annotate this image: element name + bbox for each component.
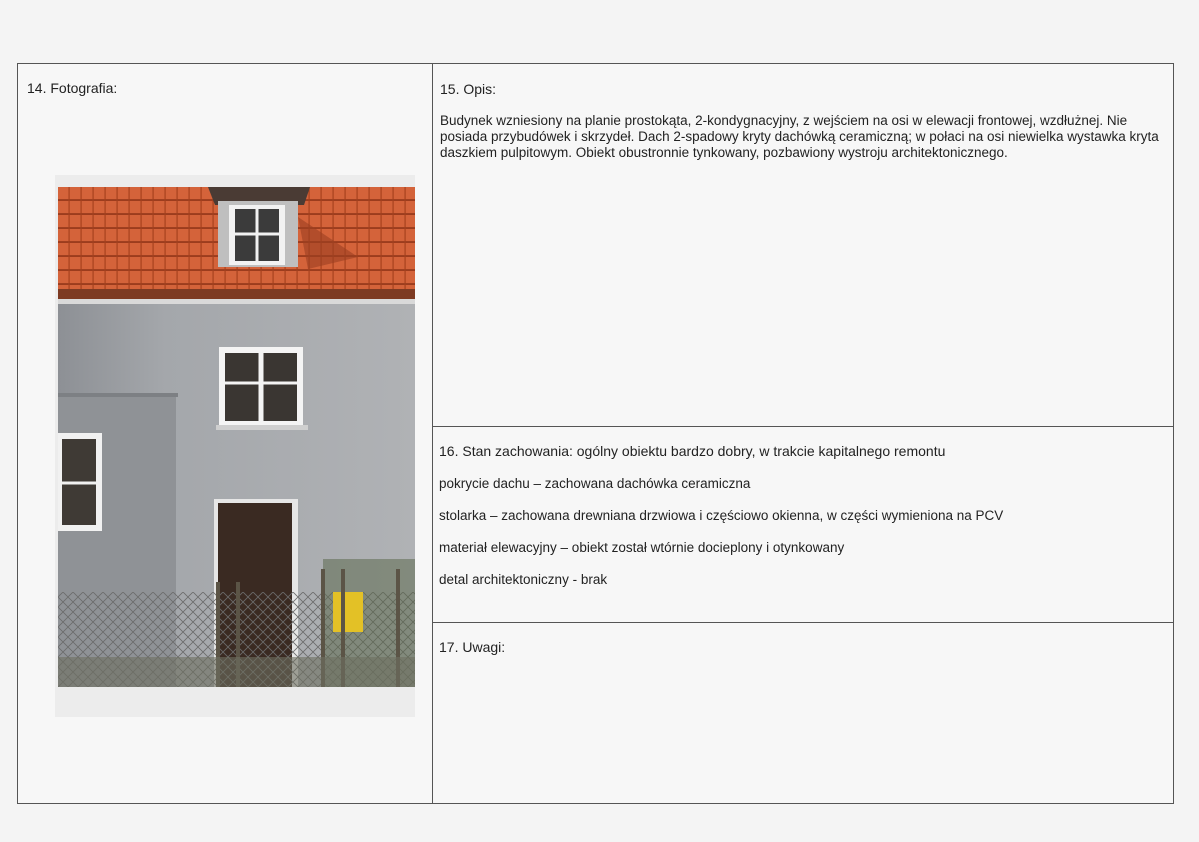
description-text: Budynek wzniesiony na planie prostokąta, 2-kondygnacyjny, z wejściem na osi w elewacji frontowej, wzdłużnej. Nie posiada przybudówek i skrzydeł. Dach 2-spadowy kryty dachówką ceramiczną; w połaci na osi niewielka wystawka kryta daszkiem pulpitowym. Obiekt obustronnie tynkowany, pozbawiony wystroju architektonicznego.	[440, 113, 1159, 160]
condition-facade-material: materiał elewacyjny – obiekt został wtórnie docieplony i otynkowany	[439, 540, 845, 555]
heritage-record-card	[17, 63, 1174, 804]
description-section	[433, 64, 1173, 427]
building-photo-image	[58, 187, 415, 687]
condition-section	[433, 427, 1173, 623]
condition-roof: pokrycie dachu – zachowana dachówka ceramiczna	[439, 476, 751, 491]
notes-section	[433, 623, 1173, 803]
condition-label: 16. Stan zachowania: ogólny obiektu bardzo dobry, w trakcie kapitalnego remontu	[439, 443, 946, 459]
photo-label: 14. Fotografia:	[27, 80, 118, 96]
description-label: 15. Opis:	[440, 81, 497, 97]
notes-label: 17. Uwagi:	[439, 639, 506, 655]
condition-architectural-detail: detal architektoniczny - brak	[439, 572, 608, 587]
details-column	[433, 64, 1173, 803]
photo-section	[18, 64, 433, 803]
building-photo	[55, 175, 415, 717]
condition-joinery: stolarka – zachowana drewniana drzwiowa i częściowo okienna, w części wymieniona na PCV	[439, 508, 1004, 523]
